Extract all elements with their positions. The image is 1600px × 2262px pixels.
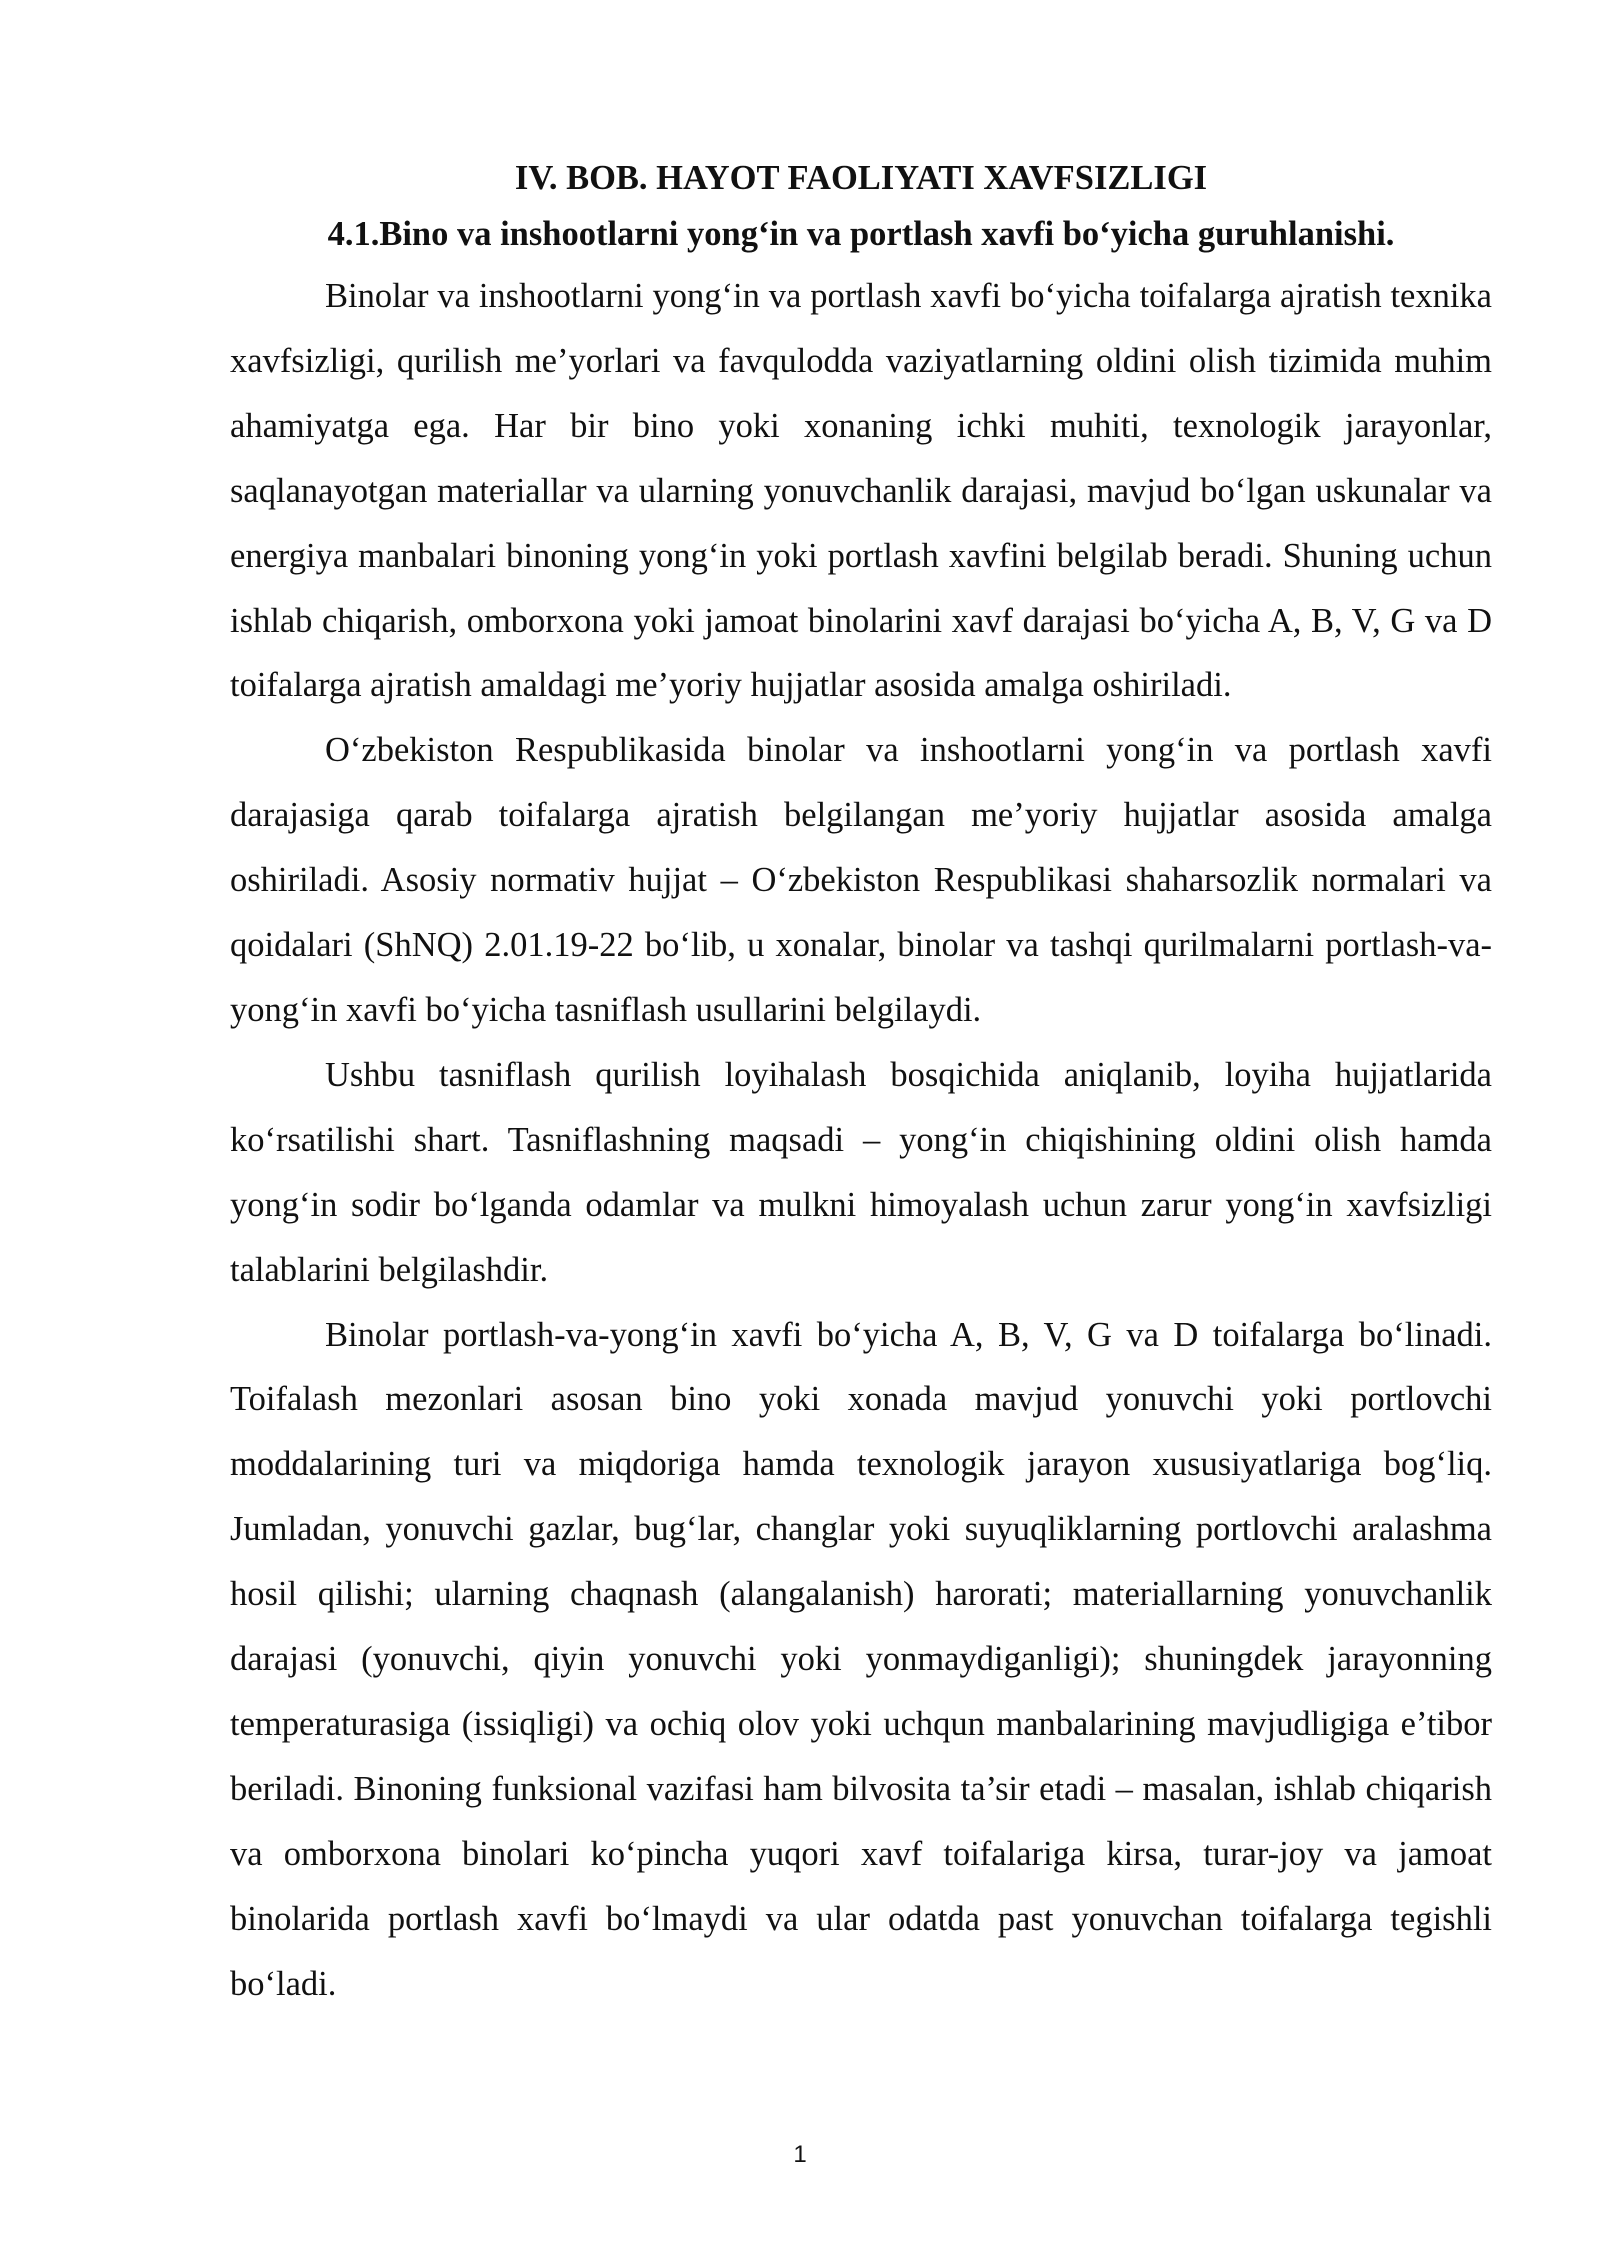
paragraph-2: O‘zbekiston Respublikasida binolar va inshootlarni yong‘in va portlash xavfi darajasiga qarab toifalarga ajratish belgilangan me’yoriy hujjatlar asosida amalga oshiriladi. Asosiy normativ hujjat – O‘zbekiston Respublikasi shaharsozlik normalari va qoidalari (ShNQ) 2.01.19-22 bo‘lib, u xonalar, binolar va tashqi qurilmalarni portlash-va-yong‘in xavfi bo‘yicha tasniflash usullarini belgilaydi.: [230, 731, 1492, 1029]
paragraph-3: Ushbu tasniflash qurilish loyihalash bosqichida aniqlanib, loyiha hujjatlarida ko‘rsatilishi shart. Tasniflashning maqsadi – yong‘in chiqishining oldini olish hamda yong‘in sodir bo‘lganda odamlar va mulkni himoyalash uchun zarur yong‘in xavfsizligi talablarini belgilashdir.: [230, 1055, 1492, 1289]
paragraph-1: Binolar va inshootlarni yong‘in va portlash xavfi bo‘yicha toifalarga ajratish texnika xavfsizligi, qurilish me’yorlari va favqulodda vaziyatlarning oldini olish tizimida muhim ahamiyatga ega. Har bir bino yoki xonaning ichki muhiti, texnologik jarayonlar, saqlanayotgan materiallar va ularning yonuvchanlik darajasi, mavjud bo‘lgan uskunalar va energiya manbalari binoning yong‘in yoki portlash xavfini belgilab beradi. Shuning uchun ishlab chiqarish, omborxona yoki jamoat binolarini xavf darajasi bo‘yicha A, B, V, G va D toifalarga ajratish amaldagi me’yoriy hujjatlar asosida amalga oshiriladi.: [230, 277, 1492, 705]
page-number: 1: [793, 2141, 807, 2168]
paragraph-4: Binolar portlash-va-yong‘in xavfi bo‘yicha A, B, V, G va D toifalarga bo‘linadi. Toifalash mezonlari asosan bino yoki xonada mavjud yonuvchi yoki portlovchi moddalarining turi va miqdoriga hamda texnologik jarayon xususiyatlariga bog‘liq. Jumladan, yonuvchi gazlar, bug‘lar, changlar yoki suyuqliklarning portlovchi aralashma hosil qilishi; ularning chaqnash (alangalanish) harorati; materiallarning yonuvchanlik darajasi (yonuvchi, qiyin yonuvchi yoki yonmaydiganligi); shuningdek jarayonning temperaturasiga (issiqligi) va ochiq olov yoki uchqun manbalarining mavjudligiga e’tibor beriladi. Binoning funksional vazifasi ham bilvosita ta’sir etadi – masalan, ishlab chiqarish va omborxona binolari ko‘pincha yuqori xavf toifalariga kirsa, turar-joy va jamoat binolarida portlash xavfi bo‘lmaydi va ular odatda past yonuvchan toifalarga tegishli bo‘ladi.: [230, 1315, 1492, 2003]
chapter-title: IV. BOB. HAYOT FAOLIYATI XAVFSIZLIGI: [514, 159, 1208, 197]
page-content: [230, 150, 1492, 2016]
section-title: 4.1.Bino va inshootlarni yong‘in va portlash xavfi bo‘yicha guruhlanishi.: [327, 215, 1395, 253]
